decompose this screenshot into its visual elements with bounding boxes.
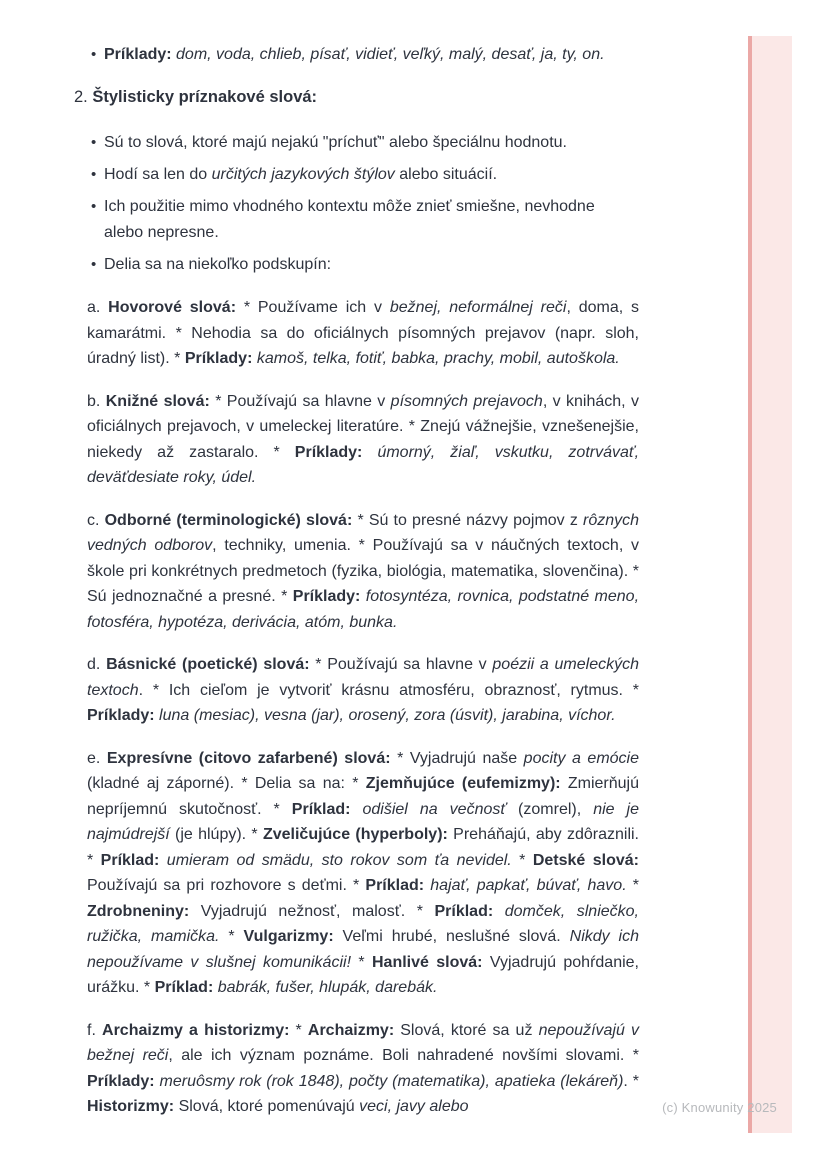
bullet-icon: • xyxy=(91,46,97,63)
list-item xyxy=(87,42,632,68)
list-item-text: Sú to slová, ktoré majú nejakú "príchuť" alebo špeciálnu hodnotu. xyxy=(104,134,567,151)
paragraph-text: b. Knižné slová: * Používajú sa hlavne v písomných prejavoch, v knihách, v oficiálnych prejavoch, v umeleckej literatúre. * Znejú vážnejšie, vznešenejšie, niekedy až zastaralo. * Príklady: úmorný, žiaľ, vskutku, zotrvávať, deväťdesiate roky, údel. xyxy=(87,392,640,486)
bullet-icon: • xyxy=(91,134,97,151)
section-number: 2. xyxy=(74,88,88,106)
list-item xyxy=(87,162,632,188)
subsection-paragraphs xyxy=(87,295,639,1120)
list-item-text: Hodí sa len do určitých jazykových štýlov alebo situácií. xyxy=(104,166,498,183)
copyright-notice: (c) Knowunity 2025 xyxy=(662,1100,777,1115)
bullet-list xyxy=(87,130,639,278)
subsection-paragraph xyxy=(87,1018,639,1120)
paragraph-text: d. Básnické (poetické) slová: * Používajú sa hlavne v poézii a umeleckých textoch. * Ich cieľom je vytvoriť krásnu atmosféru, obraznosť, rytmus. * Príklady: luna (mesiac), vesna (jar), orosený, zora (úsvit), jarabina, víchor. xyxy=(87,656,640,724)
subsection-paragraph xyxy=(87,746,639,1001)
list-item-text: Príklady: dom, voda, chlieb, písať, vidieť, veľký, malý, desať, ja, ty, on. xyxy=(104,46,605,63)
paragraph-text: f. Archaizmy a historizmy: * Archaizmy: Slová, ktoré sa už nepoužívajú v bežnej reči, ale ich význam poznáme. Boli nahradené novšími slovami. * Príklady: meruôsmy rok (rok 1848), počty (matematika), apatieka (lekáreň). * Historizmy: Slová, ktoré pomenúvajú veci, javy alebo xyxy=(87,1021,640,1115)
bullet-icon: • xyxy=(91,198,97,215)
section-title: Štylisticky príznakové slová: xyxy=(92,88,318,106)
subsection-paragraph xyxy=(87,508,639,636)
list-item xyxy=(87,194,632,246)
list-item xyxy=(87,130,632,156)
bullet-icon: • xyxy=(91,166,97,183)
accent-stripe xyxy=(748,36,792,1133)
bullet-icon: • xyxy=(91,256,97,273)
subsection-paragraph xyxy=(87,389,639,491)
section-heading xyxy=(74,84,639,110)
paragraph-text: e. Expresívne (citovo zafarbené) slová: * Vyjadrujú naše pocity a emócie (kladné aj záporné). * Delia sa na: * Zjemňujúce (eufemizmy): Zmierňujú nepríjemnú skutočnosť. * Príklad: odišiel na večnosť (zomrel), nie je najmúdrejší (je hlúpy). * Zveličujúce (hyperboly): Preháňajú, aby zdôraznili. * Príklad: umieram od smädu, sto rokov som ťa nevidel. * Detské slová: Používajú sa pri rozhovore s deťmi. * Príklad: hajať, papkať, búvať, havo. * Zdrobneniny: Vyjadrujú nežnosť, malosť. * Príklad: domček, slniečko, ružička, mamička. * Vulgarizmy: Veľmi hrubé, neslušné slová. Nikdy ich nepoužívame v slušnej komunikácii! * Hanlivé slová: Vyjadrujú pohŕdanie, urážku. * Príklad: babrák, fušer, hlupák, darebák. xyxy=(87,749,640,996)
list-item xyxy=(87,252,632,278)
intro-bullet-list xyxy=(87,42,639,68)
subsection-paragraph xyxy=(87,652,639,729)
list-item-text: Delia sa na niekoľko podskupín: xyxy=(104,256,332,273)
paragraph-text: c. Odborné (terminologické) slová: * Sú to presné názvy pojmov z rôznych vedných odborov, techniky, umenia. * Používajú sa v náučných textoch, v škole pri konkrétnych predmetoch (fyzika, biológia, matematika, slovenčina). * Sú jednoznačné a presné. * Príklady: fotosyntéza, rovnica, podstatné meno, fotosféra, hypotéza, derivácia, atóm, bunka. xyxy=(87,511,640,631)
document-content xyxy=(74,42,640,1120)
list-item-text: Ich použitie mimo vhodného kontextu môže znieť smiešne, nevhodne alebo nepresne. xyxy=(104,198,595,241)
subsection-paragraph xyxy=(87,295,639,372)
paragraph-text: a. Hovorové slová: * Používame ich v bežnej, neformálnej reči, doma, s kamarátmi. * Nehodia sa do oficiálnych písomných prejavov (napr. sloh, úradný list). * Príklady: kamoš, telka, fotiť, babka, prachy, mobil, autoškola. xyxy=(87,299,639,367)
